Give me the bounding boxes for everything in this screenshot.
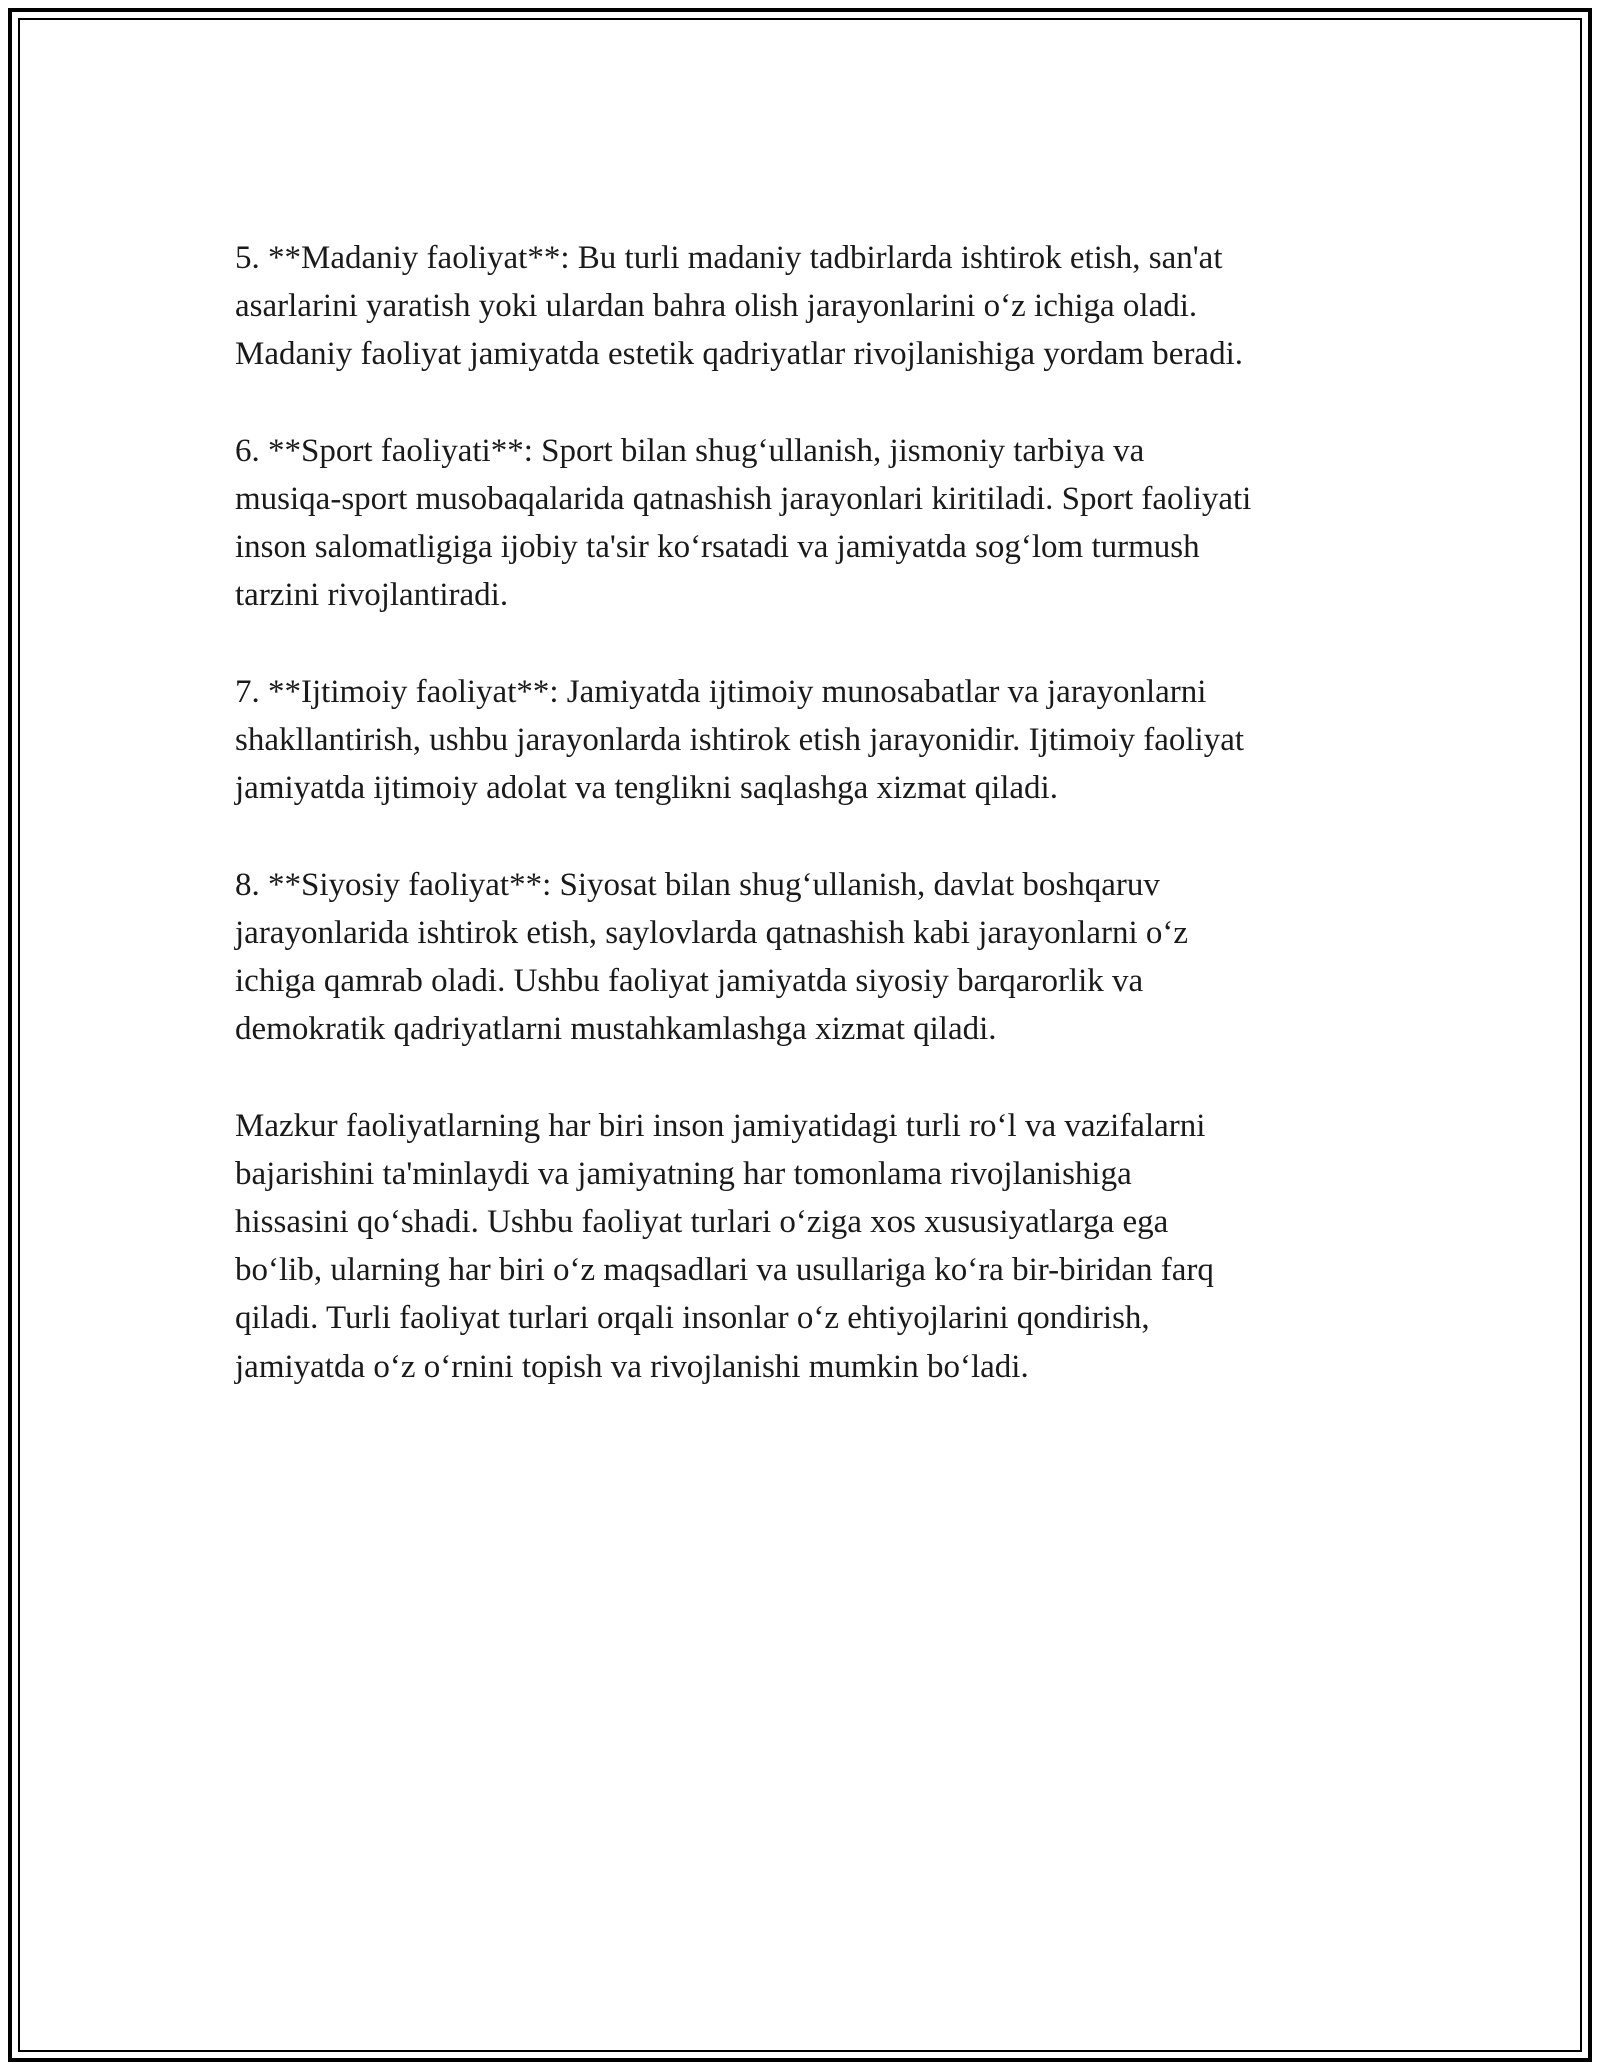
text-line: inson salomatligiga ijobiy ta'sir ko‘rsatadi va jamiyatda sog‘lom turmush — [235, 529, 1200, 566]
document-body — [235, 234, 1375, 1439]
text-line: jarayonlarida ishtirok etish, saylovlarda qatnashish kabi jarayonlarni o‘z — [235, 914, 1189, 951]
paragraph-siyosiy-faoliyat — [235, 861, 1375, 1054]
text-line: bajarishini ta'minlaydi va jamiyatning har tomonlama rivojlanishiga — [235, 1155, 1132, 1192]
text-line: 7. **Ijtimoiy faoliyat**: Jamiyatda ijtimoiy munosabatlar va jarayonlarni — [235, 673, 1207, 710]
text-line: musiqa-sport musobaqalarida qatnashish jarayonlari kiritiladi. Sport faoliyati — [235, 481, 1252, 517]
text-line: Mazkur faoliyatlarning har biri inson jamiyatidagi turli ro‘l va vazifalarni — [235, 1107, 1206, 1144]
text-line: demokratik qadriyatlarni mustahkamlashga xizmat qiladi. — [235, 1011, 997, 1048]
text-line: 5. **Madaniy faoliyat**: Bu turli madaniy tadbirlarda ishtirok etish, san'at — [235, 240, 1223, 276]
text-line: tarzini rivojlantiradi. — [235, 577, 509, 614]
paragraph-conclusion — [235, 1102, 1375, 1391]
text-line: jamiyatda o‘z o‘rnini topish va rivojlanishi mumkin bo‘ladi. — [235, 1348, 1029, 1385]
text-line: shakllantirish, ushbu jarayonlarda ishtirok etish jarayonidir. Ijtimoiy faoliyat — [235, 722, 1245, 758]
text-line: 6. **Sport faoliyati**: Sport bilan shug‘ullanish, jismoniy tarbiya va — [235, 432, 1145, 469]
text-line: ichiga qamrab oladi. Ushbu faoliyat jamiyatda siyosiy barqarorlik va — [235, 963, 1144, 999]
text-line: 8. **Siyosiy faoliyat**: Siyosat bilan shug‘ullanish, davlat boshqaruv — [235, 866, 1160, 903]
text-line: Madaniy faoliyat jamiyatda estetik qadriyatlar rivojlanishiga yordam beradi. — [235, 336, 1243, 373]
text-line: qiladi. Turli faoliyat turlari orqali insonlar o‘z ehtiyojlarini qondirish, — [235, 1300, 1150, 1337]
paragraph-sport-faoliyati — [235, 427, 1375, 620]
text-line: asarlarini yaratish yoki ulardan bahra olish jarayonlarini o‘z ichiga oladi. — [235, 288, 1198, 325]
text-line: hissasini qo‘shadi. Ushbu faoliyat turlari o‘ziga xos xususiyatlarga ega — [235, 1204, 1169, 1240]
text-line: bo‘lib, ularning har biri o‘z maqsadlari va usullariga ko‘ra bir-biridan farq — [235, 1252, 1214, 1289]
paragraph-madaniy-faoliyat — [235, 234, 1375, 379]
text-line: jamiyatda ijtimoiy adolat va tenglikni saqlashga xizmat qiladi. — [235, 770, 1058, 807]
paragraph-ijtimoiy-faoliyat — [235, 668, 1375, 813]
